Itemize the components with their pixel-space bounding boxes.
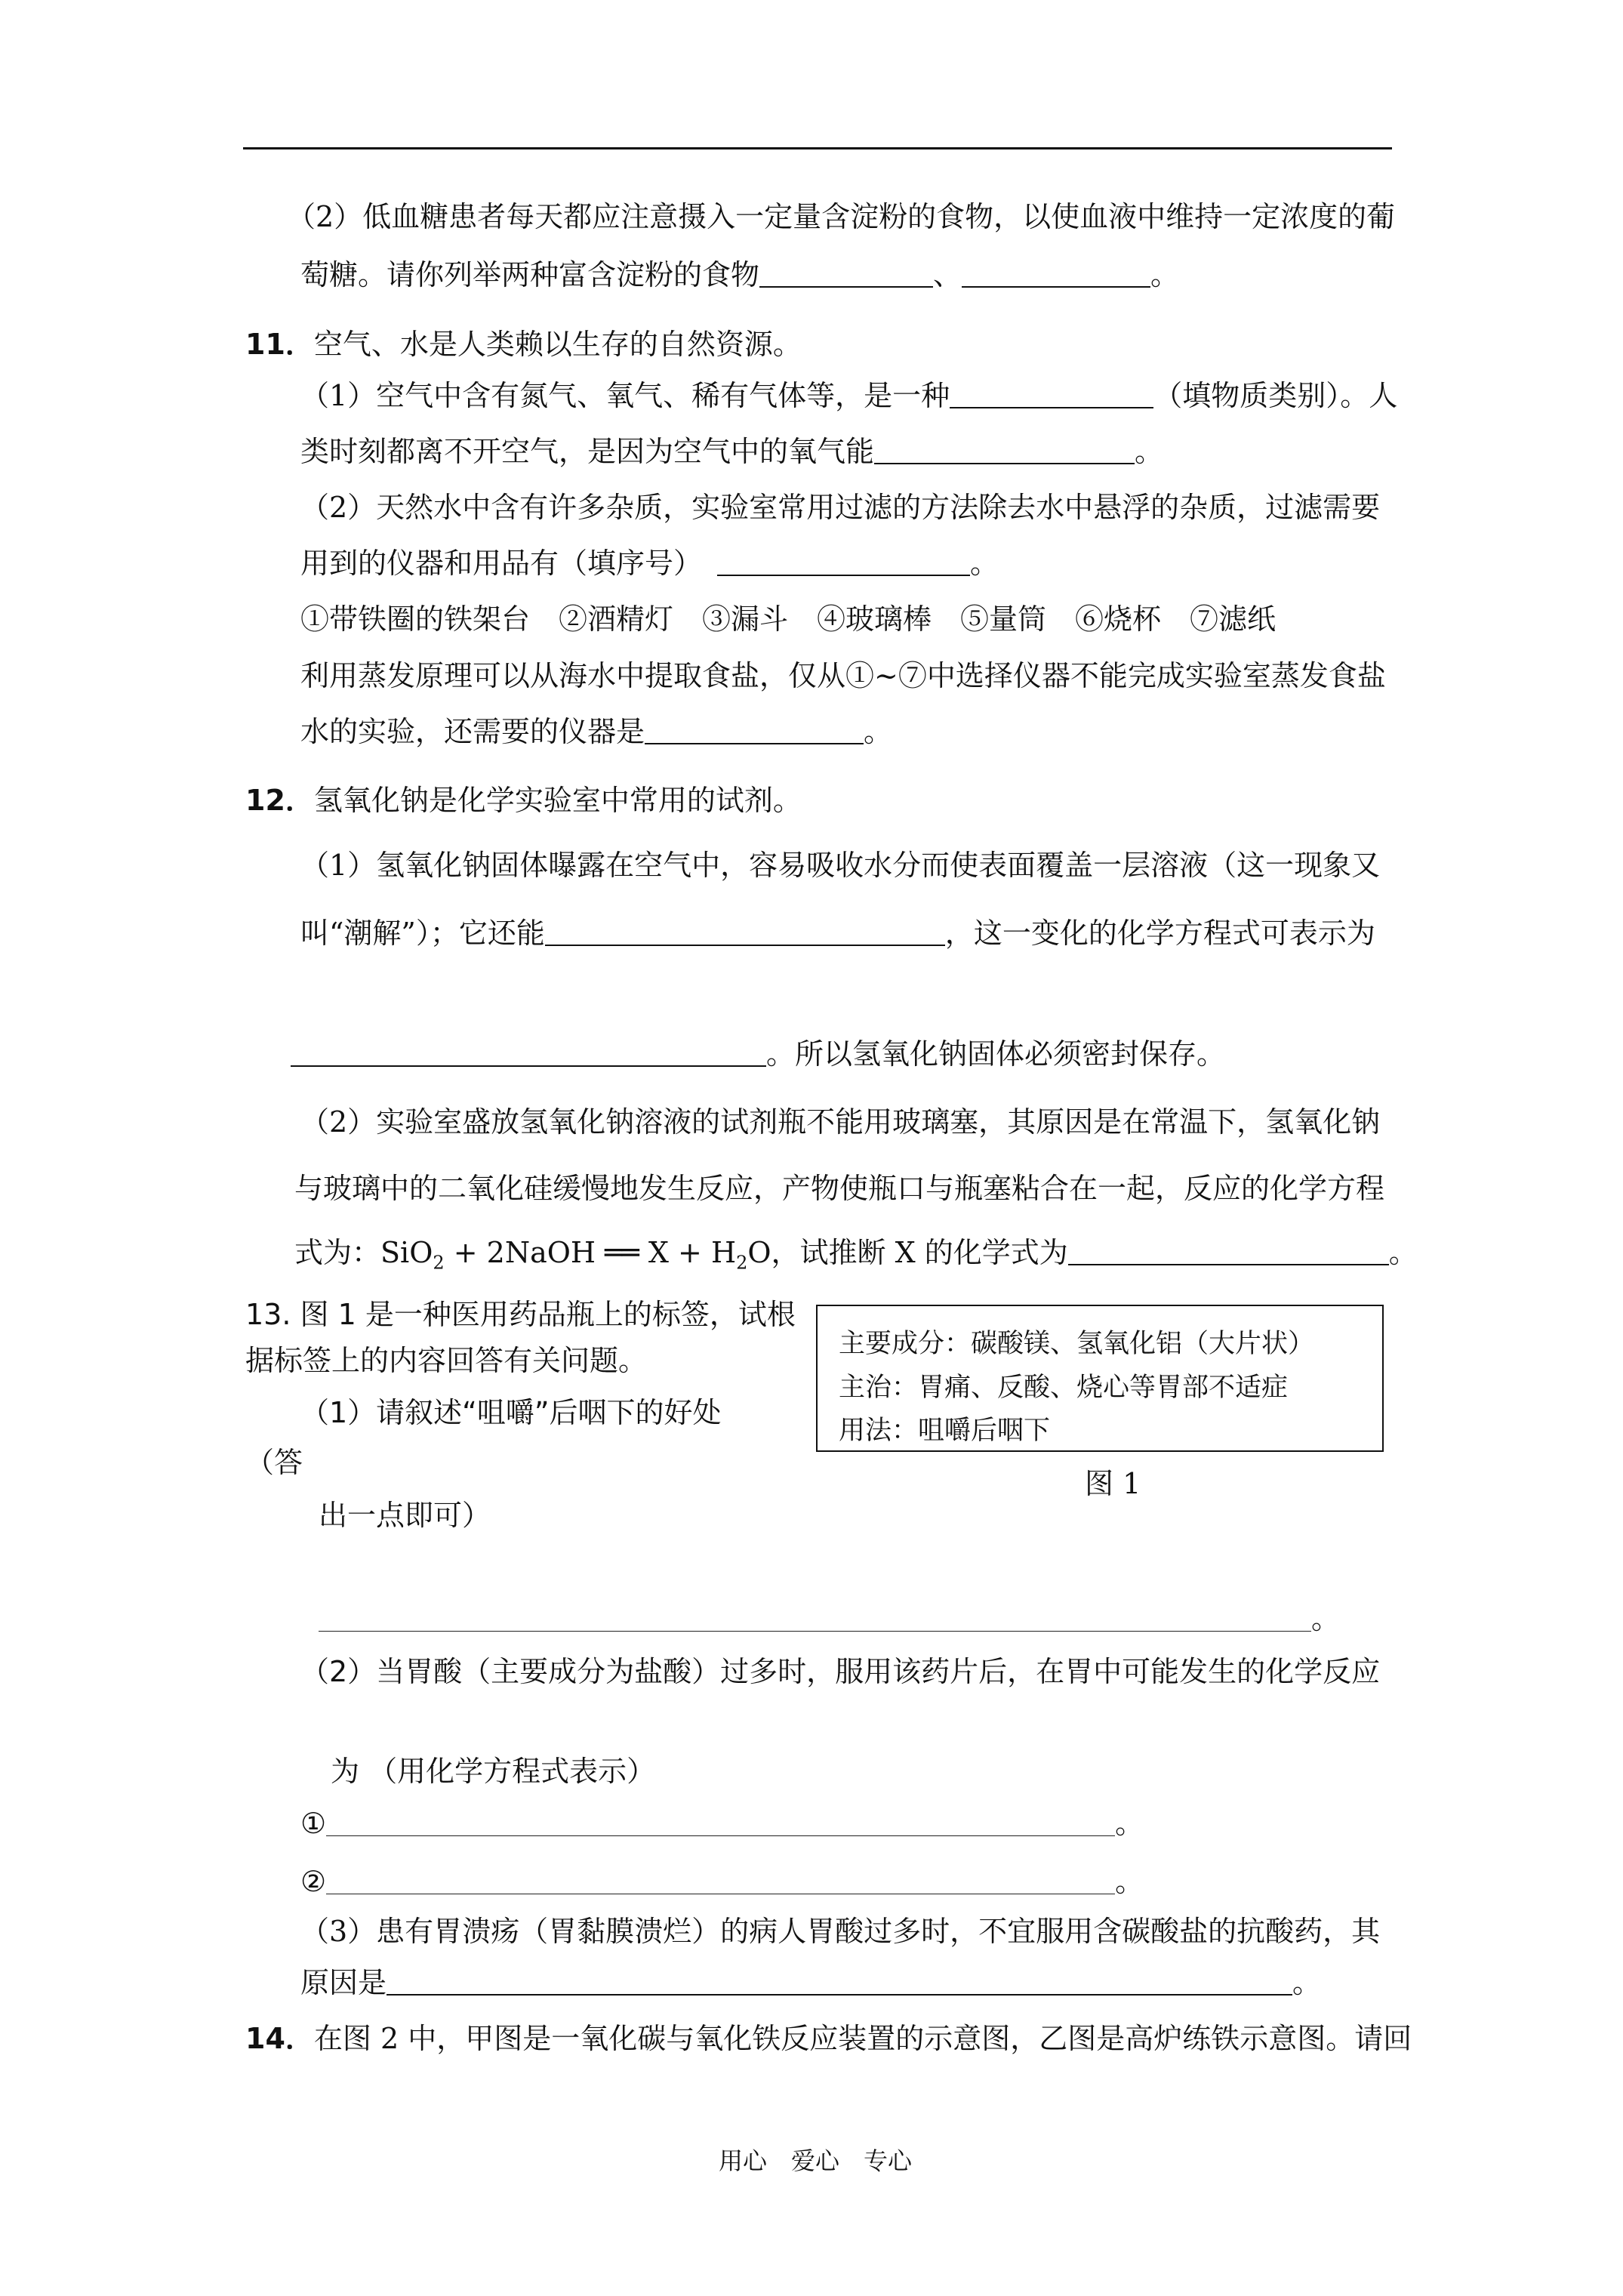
label-usage: 用法：咀嚼后咽下: [839, 1416, 1051, 1446]
label-indications: 主治：胃痛、反酸、烧心等胃部不适症: [839, 1373, 1289, 1403]
answer-blank[interactable]: [950, 381, 1153, 408]
q11-instrument-list: ①带铁圈的铁架台 ②酒精灯 ③漏斗 ④玻璃棒 ⑤量筒 ⑥烧杯 ⑦滤纸: [300, 603, 1277, 636]
header-rule: [243, 147, 1392, 149]
q13-equation-2: ② 。: [300, 1865, 1144, 1898]
answer-blank[interactable]: [291, 1040, 766, 1067]
q13-stem-line2: 据标签上的内容回答有关问题。: [245, 1344, 648, 1377]
q13-part1-line3: 出一点即可）: [319, 1499, 491, 1532]
answer-blank[interactable]: [962, 260, 1150, 288]
answer-blank[interactable]: [1068, 1238, 1389, 1265]
q11-part1-line2: 类时刻都离不开空气，是因为空气中的氧气能 。: [300, 435, 1164, 468]
q12-part1-line1: （1）氢氧化钠固体曝露在空气中，容易吸收水分而使表面覆盖一层溶液（这一现象又: [300, 849, 1381, 882]
figure-1-caption: 图 1: [1085, 1467, 1141, 1500]
q13-part1-answer: 。: [319, 1604, 1340, 1633]
q12-stem: 12．氢氧化钠是化学实验室中常用的试剂。: [245, 784, 802, 817]
q12-part1-line2: 叫“潮解”）；它还能 ，这一变化的化学方程式可表示为: [300, 917, 1375, 950]
q14-stem: 14．在图 2 中，甲图是一氧化碳与氧化铁反应装置的示意图，乙图是高炉练铁示意图。请回: [245, 2022, 1412, 2055]
page-footer: 用心 爱心 专心: [719, 2147, 913, 2175]
answer-blank[interactable]: [326, 1813, 1115, 1836]
q11-part1-line1: （1）空气中含有氮气、氧气、稀有气体等，是一种 （填物质类别）。人: [300, 379, 1398, 412]
q12-part2-line2: 与玻璃中的二氧化硅缓慢地发生反应，产物使瓶口与瓶塞粘合在一起，反应的化学方程: [294, 1172, 1385, 1205]
answer-blank[interactable]: [874, 437, 1135, 464]
q11-evap-line2: 水的实验，还需要的仪器是 。: [300, 715, 893, 748]
q13-part3-line2: 原因是 。: [300, 1966, 1322, 1999]
chemical-equation: SiO$_2$ + 2NaOH ══ $X + H_2O$，试推断 X 的化学式为: [380, 1236, 1068, 1274]
q11-part2-line1: （2）天然水中含有许多杂质，实验室常用过滤的方法除去水中悬浮的杂质，过滤需要: [300, 491, 1381, 524]
q11-stem: 11．空气、水是人类赖以生存的自然资源。: [245, 328, 802, 361]
answer-blank[interactable]: [545, 919, 945, 946]
answer-blank[interactable]: [387, 1968, 1292, 1996]
q12-part2-line3: 式为：SiO$_2$ + 2NaOH ══ $X + H_2O$，试推断 X 的化学式为 。: [294, 1236, 1418, 1274]
medicine-label-box: [816, 1305, 1384, 1452]
q13-part2-line1: （2）当胃酸（主要成分为盐酸）过多时，服用该药片后，在胃中可能发生的化学反应: [300, 1655, 1381, 1688]
answer-blank[interactable]: [645, 717, 864, 744]
answer-blank[interactable]: [759, 260, 933, 288]
q11-evap-line1: 利用蒸发原理可以从海水中提取食盐，仅从①~⑦中选择仪器不能完成实验室蒸发食盐: [300, 659, 1386, 692]
q13-part3-line1: （3）患有胃溃疡（胃黏膜溃烂）的病人胃酸过多时，不宜服用含碳酸盐的抗酸药，其: [300, 1915, 1381, 1948]
q10-part2-line2: 萄糖。请你列举两种富含淀粉的食物 、 。: [300, 258, 1180, 291]
q13-stem-line1: 13. 图 1 是一种医用药品瓶上的标签，试根: [245, 1298, 796, 1331]
answer-blank[interactable]: [319, 1608, 1311, 1632]
answer-blank[interactable]: [326, 1871, 1115, 1894]
q13-part1-line2: （答: [245, 1446, 303, 1479]
q11-part2-line2: 用到的仪器和用品有（填序号） 。: [300, 547, 999, 580]
q12-part2-line1: （2）实验室盛放氢氧化钠溶液的试剂瓶不能用玻璃塞，其原因是在常温下，氢氧化钠: [300, 1105, 1381, 1139]
q13-part1-line1: （1）请叙述“咀嚼”后咽下的好处: [300, 1396, 722, 1429]
answer-blank[interactable]: [717, 549, 970, 576]
q10-part2-line1: （2）低血糖患者每天都应注意摄入一定量含淀粉的食物，以使血液中维持一定浓度的葡: [287, 200, 1396, 233]
label-ingredients: 主要成分：碳酸镁、氢氧化铝（大片状）: [839, 1329, 1315, 1359]
q13-equation-1: ① 。: [300, 1807, 1144, 1840]
q12-part1-line3: 。所以氢氧化钠固体必须密封保存。: [291, 1040, 1225, 1068]
q13-part2-line2: 为 （用化学方程式表示）: [331, 1755, 656, 1788]
